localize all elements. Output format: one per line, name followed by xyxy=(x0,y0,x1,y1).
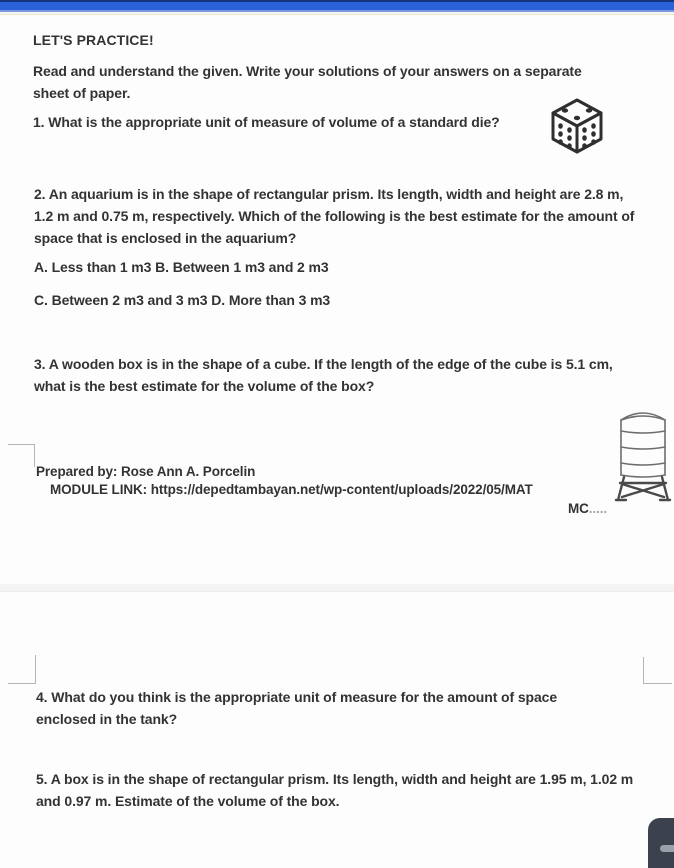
practice-title: LET'S PRACTICE! xyxy=(33,32,154,48)
water-tank-icon xyxy=(614,405,672,503)
die-icon xyxy=(546,97,608,155)
question-2-options-cd: C. Between 2 m3 and 3 m3 D. More than 3 m3 xyxy=(34,292,331,308)
crop-mark-top xyxy=(8,444,35,467)
question-5-text: 5. A box is in the shape of rectangular prism. Its length, width and height are 1.95 m, 1.02 m and 0.97 m. Estimate of the volume of the box. xyxy=(36,771,634,809)
question-2-options-ab: A. Less than 1 m3 B. Between 1 m3 and 2 m3 xyxy=(34,259,329,275)
question-1-text: 1. What is the appropriate unit of measure of volume of a standard die? xyxy=(33,114,500,130)
minimize-icon xyxy=(660,845,674,852)
top-bar-blue-stripe xyxy=(0,2,674,10)
module-link-cont-faded: ..... xyxy=(588,501,608,516)
prepared-by-text: Prepared by: Rose Ann A. Porcelin xyxy=(36,464,256,479)
module-link-text: MODULE LINK: https://depedtambayan.net/wp-content/uploads/2022/05/MAT xyxy=(50,482,533,497)
module-link-cont-clear: MC xyxy=(568,501,589,516)
instructions-text: Read and understand the given. Write your solutions of your answers on a separate sheet of paper. xyxy=(33,63,582,101)
collapsed-toolbar-button[interactable] xyxy=(648,818,674,868)
page-divider xyxy=(0,584,674,592)
question-4-text: 4. What do you think is the appropriate unit of measure for the amount of space enclosed in the tank? xyxy=(36,689,558,727)
module-link-continuation xyxy=(568,498,607,520)
top-bar-yellow-line xyxy=(0,14,674,15)
question-2-text: 2. An aquarium is in the shape of rectangular prism. Its length, width and height are 2.8 m, 1.2 m and 0.75 m, respectively. Which of the following is the best estimate for the amount of space that is enclosed in the aquarium? xyxy=(34,186,635,246)
crop-mark-bottom-right xyxy=(643,657,672,684)
question-3-text: 3. A wooden box is in the shape of a cube. If the length of the edge of the cube is 5.1 cm, what is the best estimate for the volume of the box? xyxy=(34,356,613,394)
crop-mark-bottom-left xyxy=(8,655,36,684)
